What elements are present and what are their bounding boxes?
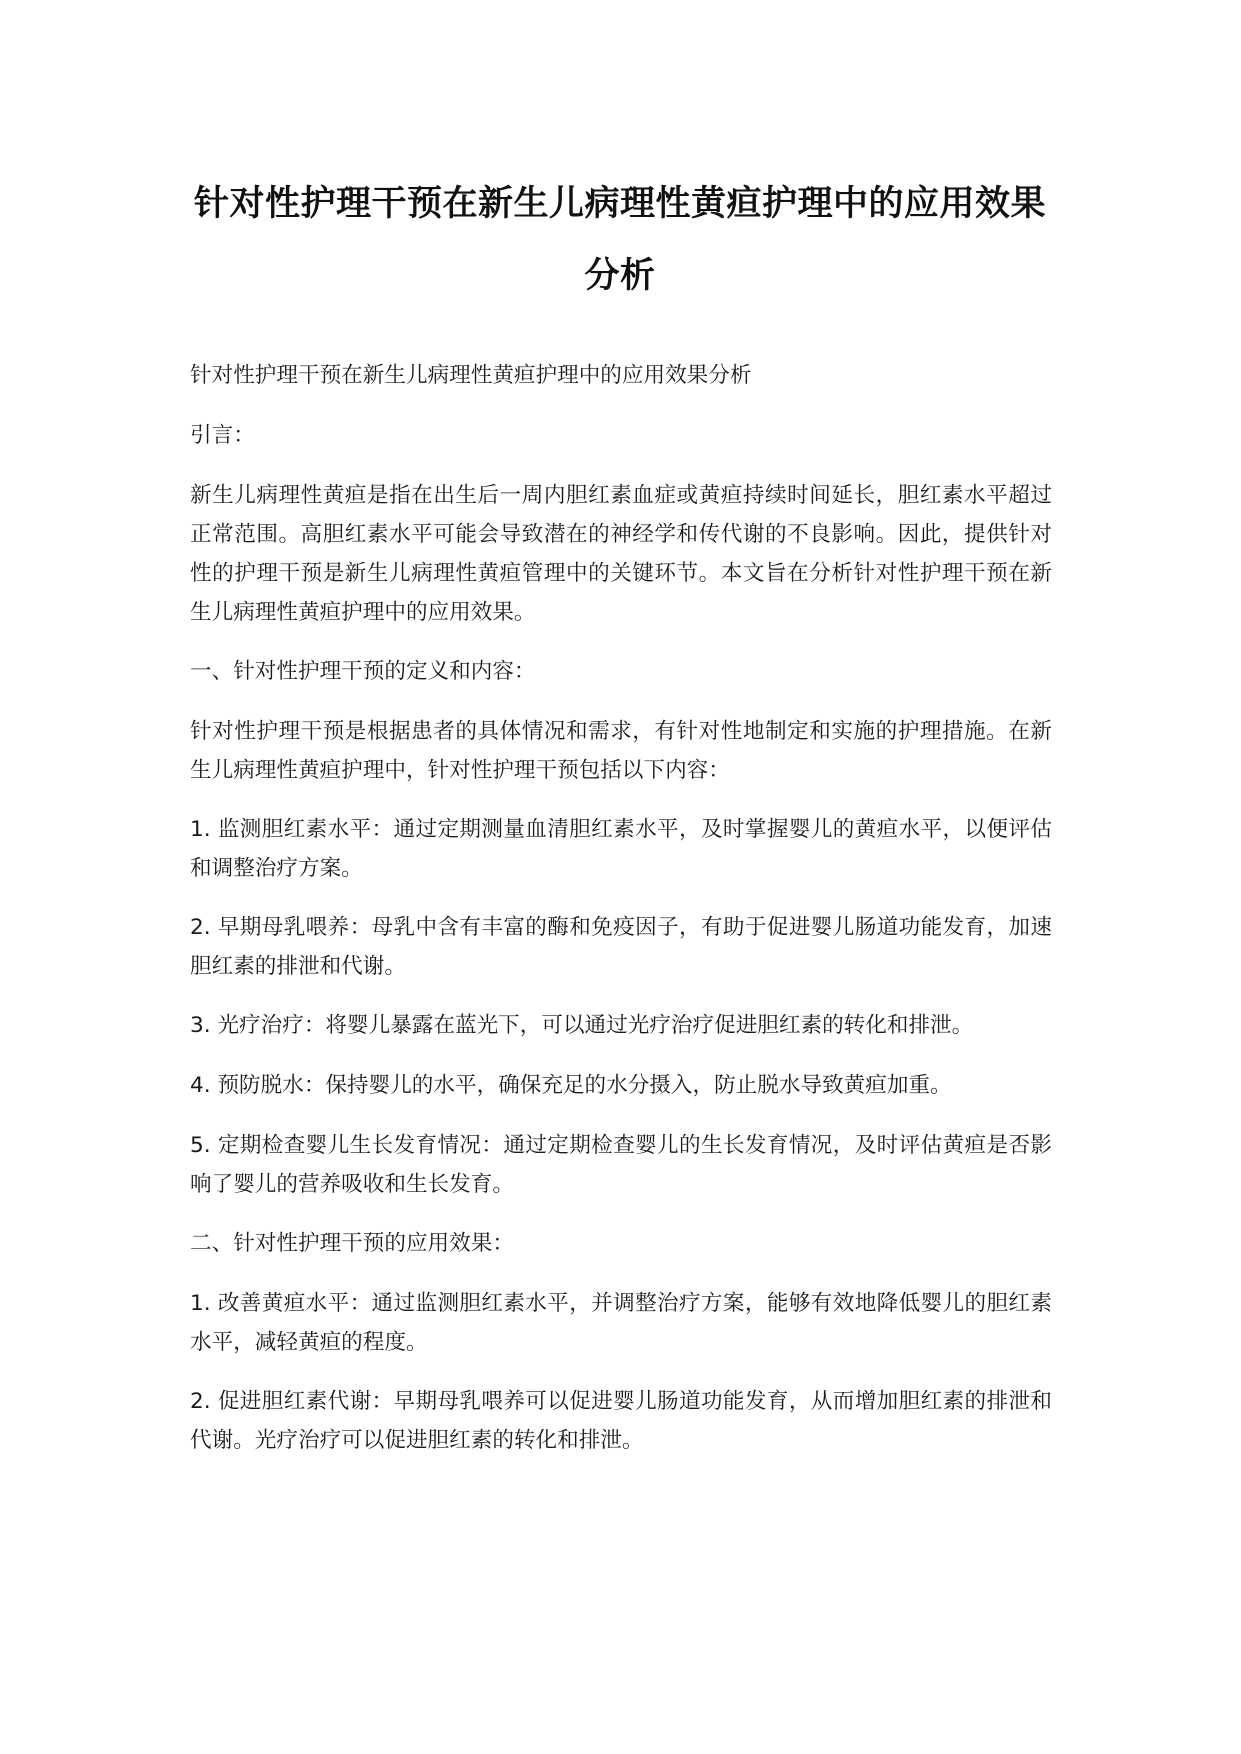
definition-paragraph: 针对性护理干预是根据患者的具体情况和需求，有针对性地制定和实施的护理措施。在新生儿病理性黄疸护理中，针对性护理干预包括以下内容：	[190, 719, 1052, 783]
list-item: 5. 定期检查婴儿生长发育情况：通过定期检查婴儿的生长发育情况，及时评估黄疸是否影响了婴儿的营养吸收和生长发育。	[190, 1133, 1052, 1197]
document-body	[190, 356, 1052, 1480]
list-item: 4. 预防脱水：保持婴儿的水平，确保充足的水分摄入，防止脱水导致黄疸加重。	[190, 1073, 952, 1098]
list-item: 3. 光疗治疗：将婴儿暴露在蓝光下，可以通过光疗治疗促进胆红素的转化和排泄。	[190, 1013, 974, 1038]
list-item: 1. 监测胆红素水平：通过定期测量血清胆红素水平，及时掌握婴儿的黄疸水平，以便评估和调整治疗方案。	[190, 817, 1052, 881]
subtitle-paragraph: 针对性护理干预在新生儿病理性黄疸护理中的应用效果分析	[190, 363, 752, 388]
section-heading-1: 一、针对性护理干预的定义和内容：	[190, 659, 536, 684]
intro-paragraph: 新生儿病理性黄疸是指在出生后一周内胆红素血症或黄疸持续时间延长，胆红素水平超过正常范围。高胆红素水平可能会导致潜在的神经学和传代谢的不良影响。因此，提供针对性的护理干预是新生儿病理性黄疸管理中的关键环节。本文旨在分析针对性护理干预在新生儿病理性黄疸护理中的应用效果。	[190, 483, 1052, 625]
section-heading-2: 二、针对性护理干预的应用效果：	[190, 1231, 514, 1256]
list-item: 2. 促进胆红素代谢：早期母乳喂养可以促进婴儿肠道功能发育，从而增加胆红素的排泄和代谢。光疗治疗可以促进胆红素的转化和排泄。	[190, 1389, 1052, 1453]
intro-heading: 引言：	[190, 423, 255, 448]
list-item: 2. 早期母乳喂养：母乳中含有丰富的酶和免疫因子，有助于促进婴儿肠道功能发育，加速胆红素的排泄和代谢。	[190, 915, 1052, 979]
list-item: 1. 改善黄疸水平：通过监测胆红素水平，并调整治疗方案，能够有效地降低婴儿的胆红素水平，减轻黄疸的程度。	[190, 1291, 1052, 1355]
document-title: 针对性护理干预在新生儿病理性黄疸护理中的应用效果分析	[193, 184, 1046, 296]
